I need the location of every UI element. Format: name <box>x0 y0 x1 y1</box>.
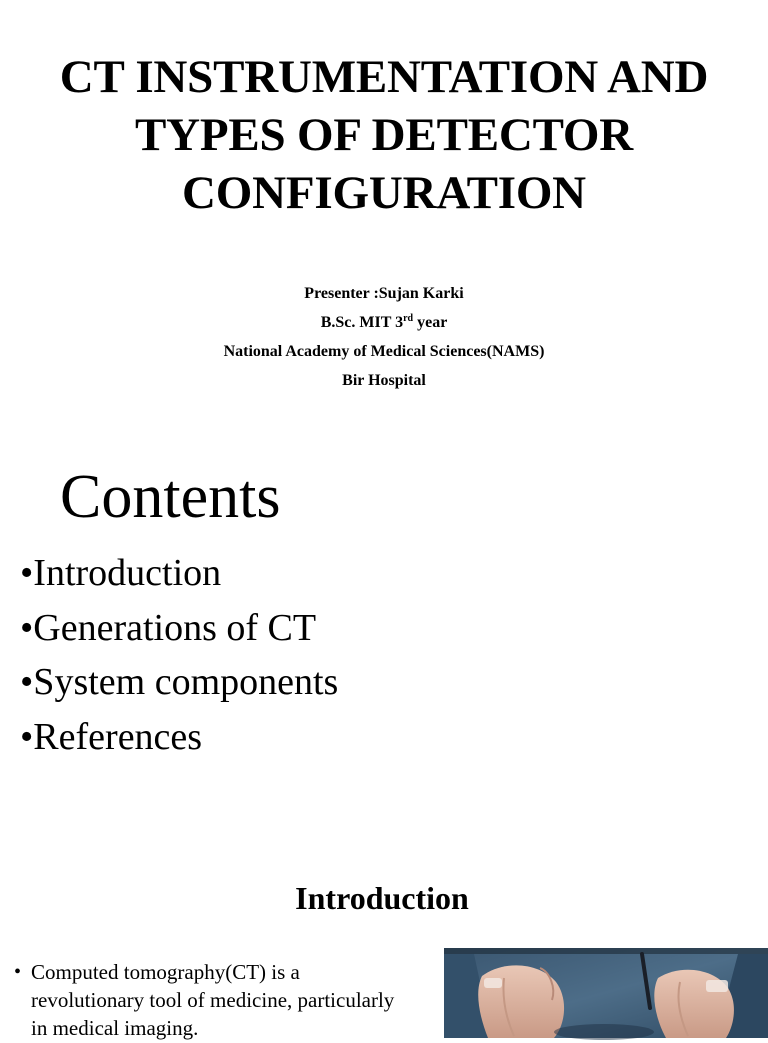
bullet-icon: • <box>14 961 22 983</box>
ct-photo-hands-icon <box>444 948 768 1038</box>
contents-list <box>20 546 338 764</box>
institution-name: National Academy of Medical Sciences(NAMS) <box>223 343 545 360</box>
course-year <box>0 312 768 341</box>
title-line-1: CT INSTRUMENTATION AND <box>59 51 709 103</box>
title-line-2: TYPES OF DETECTOR <box>134 109 634 161</box>
introduction-slide <box>0 860 768 1040</box>
course-suffix: year <box>413 314 448 331</box>
contents-heading: Contents <box>60 463 281 531</box>
list-item <box>14 958 414 1042</box>
contents-item: •System components <box>20 661 339 703</box>
contents-item: •Generations of CT <box>20 606 317 649</box>
title-slide <box>0 0 768 420</box>
contents-item: •Introduction <box>20 552 222 594</box>
title-line-3: CONFIGURATION <box>182 167 586 219</box>
course-prefix: B.Sc. MIT 3 <box>320 314 404 331</box>
course-superscript: rd <box>403 313 414 324</box>
contents-item: •References <box>20 715 203 758</box>
introduction-text: Computed tomography(CT) is a revolutionary tool of medicine, particularly in medical imaging. <box>31 960 395 1040</box>
presenter-info <box>0 283 768 399</box>
hospital-name: Bir Hospital <box>342 372 426 389</box>
introduction-bullet <box>14 958 414 1042</box>
contents-slide <box>0 440 768 820</box>
introduction-heading: Introduction <box>295 880 469 916</box>
presenter-name: Presenter :Sujan Karki <box>304 285 464 302</box>
